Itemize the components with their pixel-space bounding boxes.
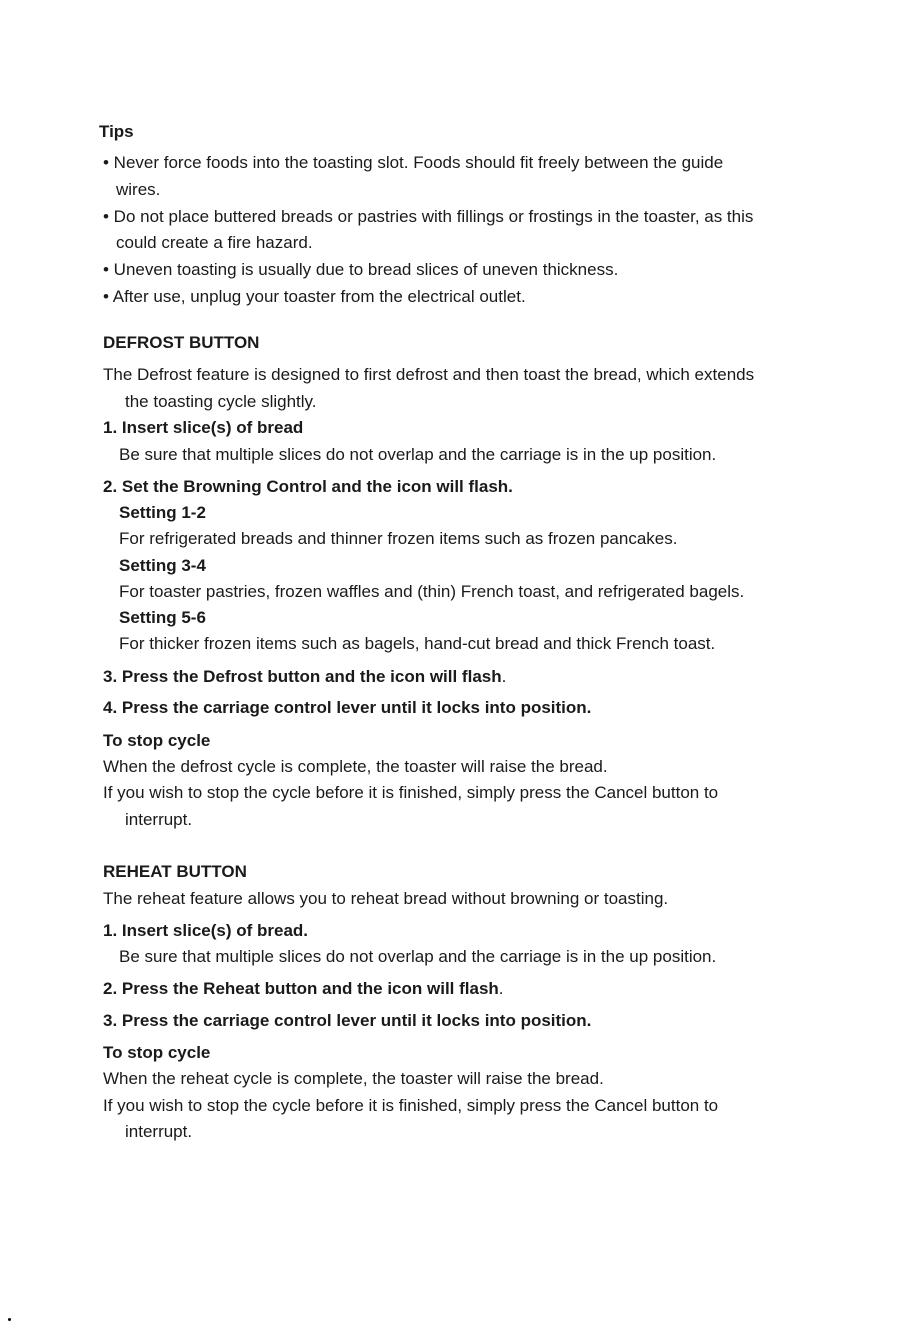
defrost-step-2-title: 2. Set the Browning Control and the icon will flash. <box>103 477 513 496</box>
tips-heading: Tips <box>99 122 134 141</box>
reheat-heading: REHEAT BUTTON <box>103 862 247 881</box>
tip-3-line-1: • Uneven toasting is usually due to bread slices of uneven thickness. <box>103 260 619 279</box>
defrost-step-4-title: 4. Press the carriage control lever until it locks into position. <box>103 698 592 717</box>
reheat-step-1-title: 1. Insert slice(s) of bread. <box>103 921 309 940</box>
setting-1-text: For refrigerated breads and thinner frozen items such as frozen pancakes. <box>119 529 678 548</box>
reheat-step-3-title: 3. Press the carriage control lever until it locks into position. <box>103 1011 592 1030</box>
setting-2-label: Setting 3-4 <box>119 556 206 575</box>
reheat-step-1-text: Be sure that multiple slices do not overlap and the carriage is in the up position. <box>119 947 717 966</box>
defrost-intro-line-1: The Defrost feature is designed to first defrost and then toast the bread, which extends <box>103 365 755 384</box>
reheat-step-2-period: . <box>498 979 504 998</box>
defrost-step-3 <box>103 667 506 687</box>
defrost-intro-line-2: the toasting cycle slightly. <box>125 392 317 411</box>
reheat-intro: The reheat feature allows you to reheat bread without browning or toasting. <box>103 889 669 908</box>
setting-1-label: Setting 1-2 <box>119 503 206 522</box>
tip-2-line-1: • Do not place buttered breads or pastries with fillings or frostings in the toaster, as this <box>103 207 754 226</box>
defrost-heading: DEFROST BUTTON <box>103 333 260 352</box>
tip-4-line-1: • After use, unplug your toaster from the electrical outlet. <box>103 287 526 306</box>
reheat-stop-line-2: If you wish to stop the cycle before it is finished, simply press the Cancel button to <box>103 1096 719 1115</box>
reheat-step-2 <box>103 979 504 999</box>
defrost-step-3-title: 3. Press the Defrost button and the icon will flash <box>103 667 502 686</box>
reheat-stop-line-1: When the reheat cycle is complete, the toaster will raise the bread. <box>103 1069 604 1088</box>
defrost-stop-heading: To stop cycle <box>103 731 211 750</box>
setting-3-text: For thicker frozen items such as bagels, hand-cut bread and thick French toast. <box>119 634 716 653</box>
reheat-step-2-title: 2. Press the Reheat button and the icon will flash <box>103 979 499 998</box>
defrost-step-1-text: Be sure that multiple slices do not overlap and the carriage is in the up position. <box>119 445 717 464</box>
defrost-stop-line-3: interrupt. <box>125 810 193 829</box>
defrost-stop-line-1: When the defrost cycle is complete, the toaster will raise the bread. <box>103 757 608 776</box>
tip-1-line-1: • Never force foods into the toasting slot. Foods should fit freely between the guide <box>103 153 724 172</box>
defrost-step-1-title: 1. Insert slice(s) of bread <box>103 418 304 437</box>
tip-1-line-2: wires. <box>116 180 161 199</box>
corner-mark <box>8 1318 11 1321</box>
tip-2-line-2: could create a fire hazard. <box>116 233 313 252</box>
setting-2-text: For toaster pastries, frozen waffles and (thin) French toast, and refrigerated bagels. <box>119 582 745 601</box>
reheat-stop-line-3: interrupt. <box>125 1122 193 1141</box>
setting-3-label: Setting 5-6 <box>119 608 206 627</box>
defrost-stop-line-2: If you wish to stop the cycle before it is finished, simply press the Cancel button to <box>103 783 719 802</box>
reheat-stop-heading: To stop cycle <box>103 1043 211 1062</box>
defrost-step-3-period: . <box>501 667 507 686</box>
